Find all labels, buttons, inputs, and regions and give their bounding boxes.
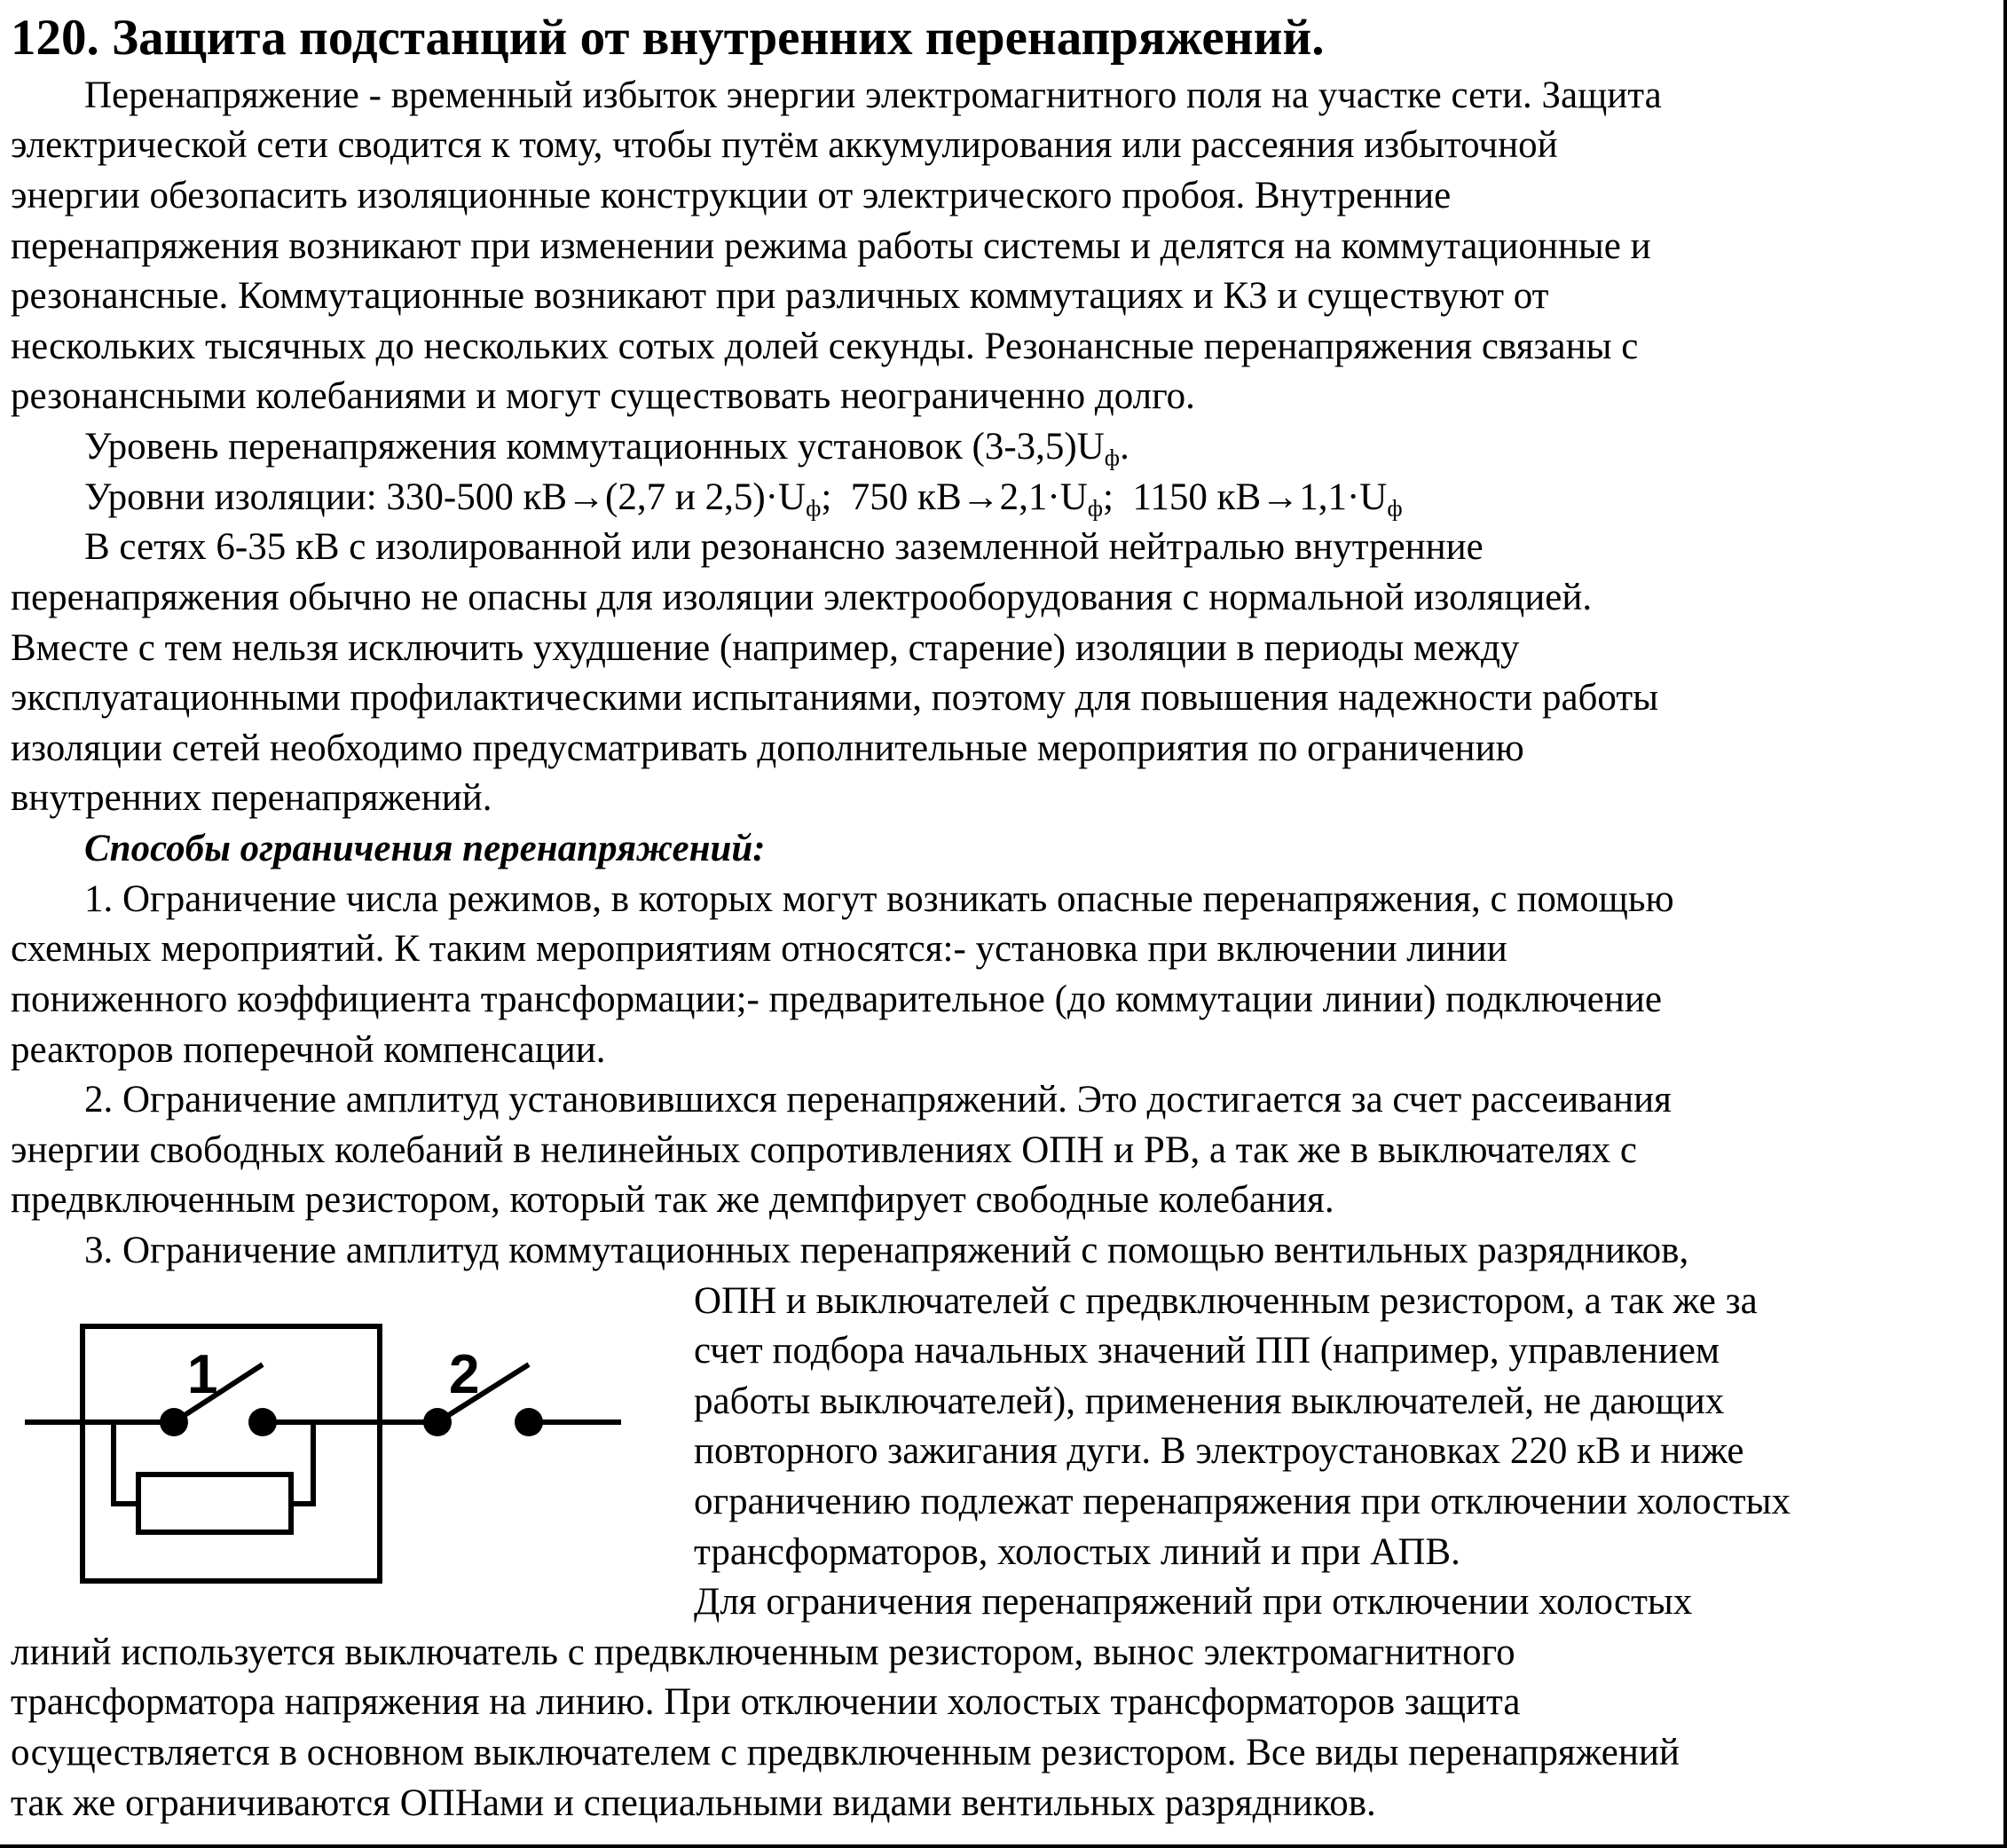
method-1-line: 1. Ограничение числа режимов, в которых могут возникать опасные перенапряжения, с помощью: [84, 878, 1674, 920]
method-1-line: схемных мероприятий. К таким мероприятиям относятся:- установка при включении линии: [11, 928, 1507, 970]
method-3-line: ОПН и выключателей с предвключенным резистором, а так же за: [694, 1280, 1758, 1322]
closing-line: линий используется выключатель с предвключенным резистором, вынос электромагнитного: [11, 1632, 1515, 1673]
paragraph-line: резонансными колебаниями и могут существовать неограниченно долго.: [11, 375, 1195, 417]
paragraph-line: перенапряжения возникают при изменении режима работы системы и делятся на коммутационные и: [11, 225, 1651, 267]
insulation-levels-line: [84, 473, 1403, 523]
closing-line: осуществляется в основном выключателем с предвключенным резистором. Все виды перенапряжений: [11, 1732, 1680, 1773]
method-3-line: работы выключателей), применения выключателей, не дающих: [694, 1380, 1725, 1422]
method-3-line: трансформаторов, холостых линий и при АПВ.: [694, 1531, 1460, 1573]
method-1-line: пониженного коэффициента трансформации;- предварительное (до коммутации линии) подключение: [11, 979, 1662, 1020]
resistor: [138, 1474, 291, 1532]
method-2-line: предвключенным резистором, который так же демпфирует свободные колебания.: [11, 1179, 1334, 1221]
closing-line: трансформатора напряжения на линию. При отключении холостых трансформаторов защита: [11, 1681, 1521, 1723]
separator: ;: [1103, 476, 1114, 518]
phase-subscript: ф: [1087, 494, 1104, 522]
method-3-line: повторного зажигания дуги. В электроустановках 220 кВ и ниже: [694, 1430, 1744, 1472]
breaker-resistor-diagram: [25, 1322, 637, 1588]
insulation-330-500: 330-500 кВ→(2,7 и 2,5)·U: [386, 476, 807, 518]
paragraph-line: нескольких тысячных до нескольких сотых долей секунды. Резонансные перенапряжения связаны с: [11, 326, 1639, 367]
page-title: 120. Защита подстанций от внутренних перенапряжений.: [11, 10, 1325, 66]
separator: ;: [821, 476, 832, 518]
resistor-left-wire: [114, 1422, 138, 1504]
paragraph-line: перенапряжения обычно не опасны для изоляции электрооборудования с нормальной изоляцией.: [11, 577, 1593, 618]
resistor-right-wire: [291, 1422, 313, 1504]
switch-2-contact-right: [515, 1408, 543, 1436]
closing-line: так же ограничиваются ОПНами и специальными видами вентильных разрядников.: [11, 1782, 1376, 1824]
paragraph-line: эксплуатационными профилактическими испытаниями, поэтому для повышения надежности работы: [11, 677, 1659, 719]
switch-2-contact-left: [423, 1408, 452, 1436]
method-2-line: 2. Ограничение амплитуд установившихся перенапряжений. Это достигается за счет рассеивания: [84, 1079, 1672, 1121]
paragraph-line: Вместе с тем нельзя исключить ухудшение (например, старение) изоляции в периоды между: [11, 627, 1520, 669]
method-3-line: ограничению подлежат перенапряжения при отключении холостых: [694, 1481, 1791, 1522]
method-2-line: энергии свободных колебаний в нелинейных сопротивлениях ОПН и РВ, а так же в выключателях с: [11, 1129, 1637, 1171]
paragraph-line: внутренних перенапряжений.: [11, 777, 492, 819]
paragraph-line: В сетях 6-35 кВ с изолированной или резонансно заземленной нейтралью внутренние: [84, 526, 1484, 568]
method-1-line: реакторов поперечной компенсации.: [11, 1029, 606, 1071]
paragraph-line: энергии обезопасить изоляционные конструкции от электрического пробоя. Внутренние: [11, 175, 1452, 216]
paragraph-line: Перенапряжение - временный избыток энергии электромагнитного поля на участке сети. Защита: [84, 75, 1662, 116]
method-3-line: 3. Ограничение амплитуд коммутационных перенапряжений с помощью вентильных разрядников,: [84, 1230, 1689, 1271]
method-3-line: счет подбора начальных значений ПП (например, управлением: [694, 1330, 1720, 1372]
overvoltage-level-line: [84, 422, 1129, 472]
switch-1-label: 1: [187, 1344, 218, 1405]
paragraph-line: изоляции сетей необходимо предусматривать дополнительные мероприятия по ограничению: [11, 727, 1524, 769]
phase-subscript: ф: [1387, 494, 1403, 522]
insulation-750: 750 кВ→2,1·U: [850, 476, 1088, 518]
phase-subscript: ф: [1104, 444, 1121, 471]
switch-2-label: 2: [449, 1344, 480, 1405]
level-end: .: [1120, 426, 1129, 468]
phase-subscript: ф: [806, 494, 822, 522]
paragraph-line: электрической сети сводится к тому, чтобы путём аккумулирования или рассеяния избыточной: [11, 124, 1558, 166]
insulation-1150: 1150 кВ→1,1·U: [1132, 476, 1388, 518]
enclosure-box: [83, 1326, 380, 1581]
level-text: Уровень перенапряжения коммутационных установок (3-3,5)U: [84, 426, 1105, 468]
switch-1-contact-right: [248, 1408, 277, 1436]
closing-line: Для ограничения перенапряжений при отключении холостых: [694, 1581, 1693, 1623]
paragraph-line: резонансные. Коммутационные возникают при различных коммутациях и КЗ и существуют от: [11, 275, 1549, 317]
insulation-label: Уровни изоляции:: [84, 476, 377, 518]
switch-1-contact-left: [160, 1408, 188, 1436]
methods-heading: Способы ограничения перенапряжений:: [84, 828, 766, 869]
